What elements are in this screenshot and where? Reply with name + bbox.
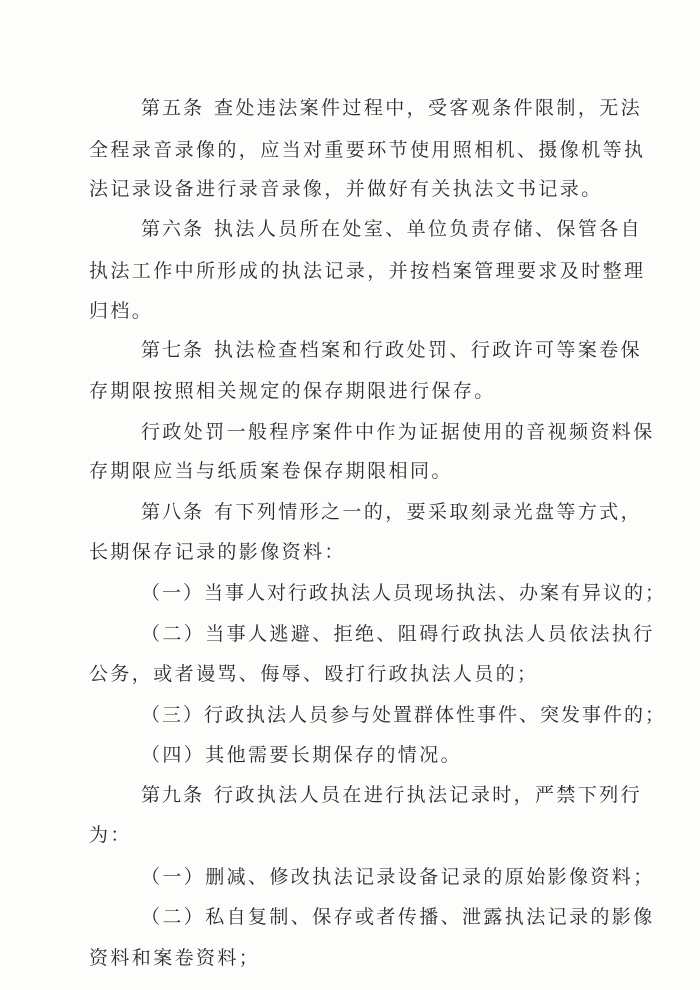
article-5-line-2: 全程录音录像的，应当对重要环节使用照相机、摄像机等执 [89,139,646,161]
article-6-line-2: 执法工作中所形成的执法记录，并按档案管理要求及时整理 [89,260,646,282]
article-9-item-2-line-1: （二）私自复制、保存或者传播、泄露执法记录的影像 [141,906,655,928]
article-7-text-1: 执法检查档案和行政处罚、行政许可等案卷保 [214,339,643,361]
article-5-label: 第五条 [141,97,205,119]
article-6-label: 第六条 [141,218,205,240]
article-9-first-line [141,780,642,807]
article-7-line-2: 存期限按照相关规定的保存期限进行保存。 [89,380,496,402]
article-6-first-line [141,214,642,241]
article-9-item-1: （一）删减、修改执法记录设备记录的原始影像资料； [141,866,655,888]
article-8-text-1: 有下列情形之一的，要采取刻录光盘等方式， [214,501,643,523]
article-8-first-line [141,497,642,524]
article-6-line-3: 归档。 [89,300,154,322]
article-9-label: 第九条 [141,784,205,806]
article-8-label: 第八条 [141,501,205,523]
article-8-item-1: （一）当事人对行政执法人员现场执法、办案有异议的； [141,582,667,604]
article-6-text-1: 执法人员所在处室、单位负责存储、保管各自 [214,218,643,240]
article-9-text-1: 行政执法人员在进行执法记录时，严禁下列行 [214,784,643,806]
article-5-text-1: 查处违法案件过程中，受客观条件限制，无法 [214,97,643,119]
article-5-first-line [141,93,642,120]
article-8-item-4: （四）其他需要长期保存的情况。 [141,744,463,766]
article-7-label: 第七条 [141,339,205,361]
article-8-item-2-line-1: （二）当事人逃避、拒绝、阻碍行政执法人员依法执行 [141,623,655,645]
article-8-line-2: 长期保存记录的影像资料： [89,541,346,563]
article-8-item-2-line-2: 公务，或者谩骂、侮辱、殴打行政执法人员的； [89,663,539,685]
article-7-para-2-line-2: 存期限应当与纸质案卷保存期限相同。 [89,460,453,482]
article-7-first-line [141,335,642,362]
article-5-line-3: 法记录设备进行录音录像，并做好有关执法文书记录。 [89,178,603,200]
article-8-item-3: （三）行政执法人员参与处置群体性事件、突发事件的； [141,704,667,726]
article-7-para-2-line-1: 行政处罚一般程序案件中作为证据使用的音视频资料保 [141,421,655,443]
article-9-line-2: 为： [89,824,132,846]
article-9-item-2-line-2: 资料和案卷资料； [89,947,261,969]
